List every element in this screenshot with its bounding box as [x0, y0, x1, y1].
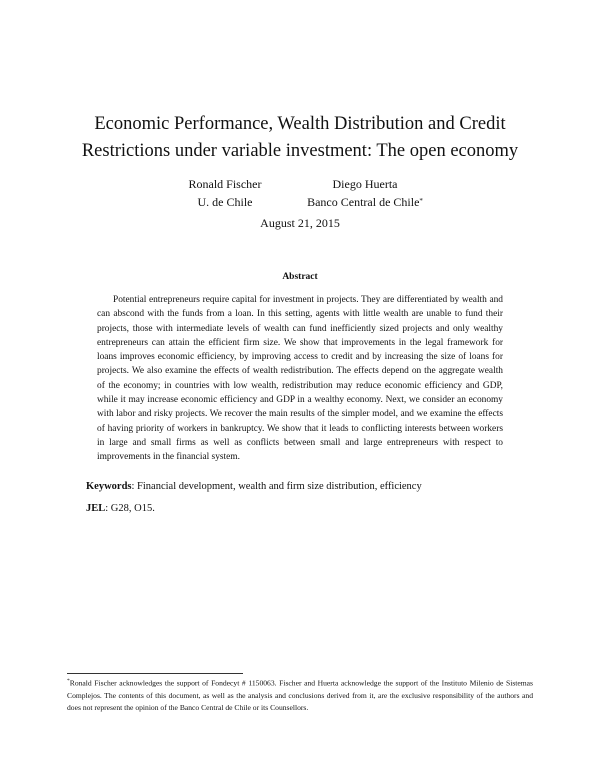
jel-text: : G28, O15.	[105, 503, 155, 514]
author-affiliation: U. de Chile	[197, 195, 253, 209]
footnote-text: Ronald Fischer acknowledges the support of Fondecyt # 1150063. Fischer and Huerta acknowledge the support of the Instituto Milenio de Sistemas Complejos. The contents of this document, as well as the analysis and conclusions derived from it, are the exclusive responsibility of the authors and does not represent the opinion of the Banco Central de Chile or its Counsellors.	[67, 678, 533, 712]
keywords-label: Keywords	[86, 481, 132, 492]
paper-title	[60, 111, 540, 165]
author-affiliation	[295, 193, 435, 211]
footnote	[67, 675, 533, 714]
keywords-text: : Financial development, wealth and firm size distribution, efficiency	[131, 481, 422, 492]
title-line-1: Economic Performance, Wealth Distribution and Credit	[94, 114, 506, 134]
author-name: Diego Huerta	[332, 177, 398, 191]
footnote-marker: *	[419, 197, 423, 205]
keywords-line	[86, 481, 516, 492]
affiliation-text: Banco Central de Chile	[307, 195, 420, 209]
paper-date: August 21, 2015	[260, 216, 340, 230]
abstract-body: Potential entrepreneurs require capital for investment in projects. They are differentiated by wealth and can abscond with the funds from a loan. In this setting, agents with little wealth are unable to fund their projects, those with intermediate levels of wealth can fund inefficiently sized projects and only wealthy entrepreneurs can attain the efficient firm size. We show that improvements in the legal framework for loans improves economic efficiency, by improving access to credit and by increasing the size of loans for projects. We also examine the effects of wealth redistribution. The effects depend on the aggregate wealth of the economy; in countries with low wealth, redistribution may reduce economic efficiency and GDP, while it may increase economic efficiency and GDP in a wealthy economy. Next, we consider an economy with labor and risky projects. We recover the main results of the simpler model, and we examine the effects of having priority of workers in bankruptcy. We show that it leads to conflicting interests between workers in large and small firms as well as conflicts between small and large entrepreneurs with respect to improvements in the financial system.	[97, 295, 503, 463]
author-name: Ronald Fischer	[188, 177, 262, 191]
jel-label: JEL	[86, 503, 106, 514]
abstract-heading: Abstract	[282, 272, 318, 282]
author-block-1	[170, 175, 280, 211]
title-line-2: Restrictions under variable investment: The open economy	[81, 141, 519, 161]
footnote-rule	[67, 673, 243, 674]
jel-line	[86, 503, 386, 514]
footnote-mark: *	[67, 678, 70, 684]
author-block-2	[295, 175, 435, 211]
